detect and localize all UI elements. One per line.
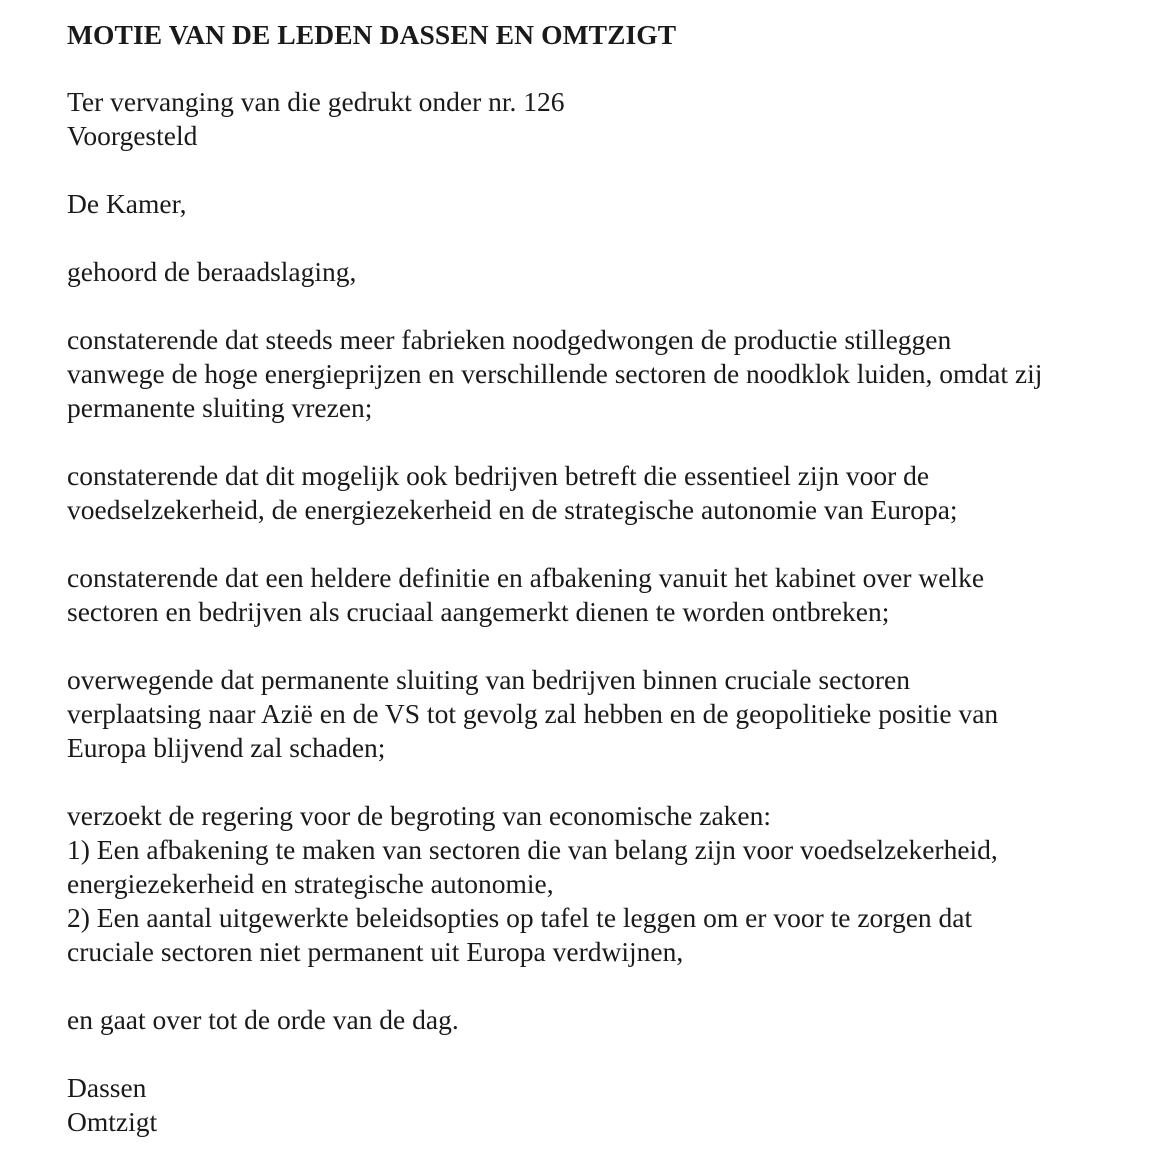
signatories	[67, 1071, 1147, 1139]
text-line: sectoren en bedrijven als cruciaal aangemerkt dienen te worden ontbreken;	[67, 596, 890, 627]
finding-paragraph	[67, 561, 1147, 629]
text-line: verplaatsing naar Azië en de VS tot gevolg zal hebben en de geopolitieke positie van	[67, 698, 999, 729]
text-line: verzoekt de regering voor de begroting van economische zaken:	[67, 800, 772, 831]
consideration-paragraph	[67, 663, 1147, 765]
document-title: MOTIE VAN DE LEDEN DASSEN EN OMTZIGT	[67, 19, 677, 50]
text-line: voedselzekerheid, de energiezekerheid en de strategische autonomie van Europa;	[67, 494, 958, 525]
motion-document	[67, 18, 1147, 1139]
text-line: vanwege de hoge energieprijzen en verschillende sectoren de noodklok luiden, omdat zij	[67, 358, 1043, 389]
text-line: energiezekerheid en strategische autonomie,	[67, 868, 554, 899]
text-line: Voorgesteld	[67, 120, 198, 151]
text-line: constaterende dat dit mogelijk ook bedrijven betreft die essentieel zijn voor de	[67, 460, 930, 491]
signatory-name: Dassen	[67, 1072, 147, 1103]
text-line: permanente sluiting vrezen;	[67, 392, 373, 423]
text-line: De Kamer,	[67, 188, 187, 219]
signatory-name: Omtzigt	[67, 1106, 158, 1137]
addressee	[67, 187, 1147, 221]
finding-paragraph	[67, 459, 1147, 527]
text-line: overwegende dat permanente sluiting van bedrijven binnen cruciale sectoren	[67, 664, 910, 695]
text-line: Ter vervanging van die gedrukt onder nr. 126	[67, 86, 565, 117]
text-line: gehoord de beraadslaging,	[67, 256, 357, 287]
text-line: 1) Een afbakening te maken van sectoren die van belang zijn voor voedselzekerheid,	[67, 834, 998, 865]
text-line: Europa blijvend zal schaden;	[67, 732, 386, 763]
text-line: constaterende dat steeds meer fabrieken noodgedwongen de productie stilleggen	[67, 324, 952, 355]
replacement-note	[67, 85, 1147, 153]
finding-paragraph	[67, 323, 1147, 425]
request-paragraph	[67, 799, 1147, 969]
deliberation-clause	[67, 255, 1147, 289]
text-line: 2) Een aantal uitgewerkte beleidsopties op tafel te leggen om er voor te zorgen dat	[67, 902, 973, 933]
closing-clause	[67, 1003, 1147, 1037]
text-line: en gaat over tot de orde van de dag.	[67, 1004, 459, 1035]
text-line: cruciale sectoren niet permanent uit Europa verdwijnen,	[67, 936, 684, 967]
text-line: constaterende dat een heldere definitie en afbakening vanuit het kabinet over welke	[67, 562, 985, 593]
